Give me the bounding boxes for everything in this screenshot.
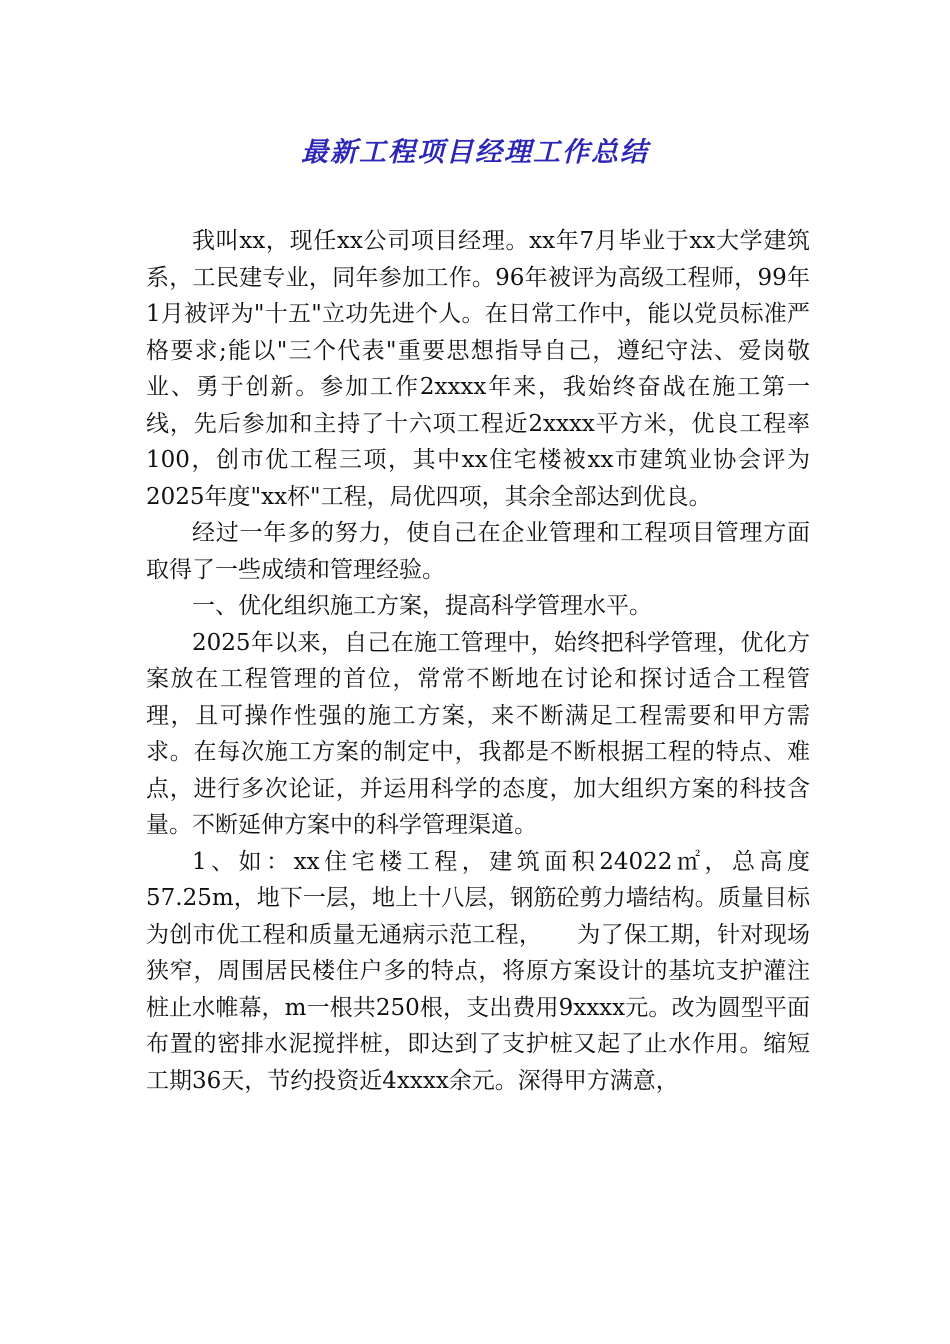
paragraph-management: 2025年以来，自己在施工管理中，始终把科学管理，优化方案放在工程管理的首位，常常不断地在讨论和探讨适合工程管理，且可操作性强的施工方案，来不断满足工程需要和甲方需求。在每次施工方案的制定中，我都是不断根据工程的特点、难点，进行多次论证，并运用科学的态度，加大组织方案的科技含量。不断延伸方案中的科学管理渠道。 <box>146 629 810 838</box>
document-body <box>146 223 810 1099</box>
paragraph-intro: 我叫xx，现任xx公司项目经理。xx年7月毕业于xx大学建筑系，工民建专业，同年参加工作。96年被评为高级工程师，99年1月被评为"十五"立功先进个人。在日常工作中，能以党员标准严格要求;能以"三个代表"重要思想指导自己，遵纪守法、爱岗敬业、勇于创新。参加工作2xxxx年来，我始终奋战在施工第一线，先后参加和主持了十六项工程近2xxxx平方米，优良工程率100，创市优工程三项，其中xx住宅楼被xx市建筑业协会评为2025年度"xx杯"工程，局优四项，其余全部达到优良。 <box>146 228 810 510</box>
document-title: 最新工程项目经理工作总结 <box>301 137 649 168</box>
section-heading: 一、优化组织施工方案，提高科学管理水平。 <box>192 593 652 619</box>
paragraph-example: 1、如：xx住宅楼工程，建筑面积24022㎡，总高度57.25m，地下一层，地上十八层，钢筋砼剪力墙结构。质量目标为创市优工程和质量无通病示范工程， 为了保工期，针对现场狭窄，周围居民楼住户多的特点，将原方案设计的基坑支护灌注桩止水帷幕，m一根共250根，支出费用9xxxx元。改为圆型平面布置的密排水泥搅拌桩，即达到了支护桩又起了止水作用。缩短工期36天，节约投资近4xxxx余元。深得甲方满意， <box>146 848 810 1094</box>
paragraph-summary: 经过一年多的努力，使自己在企业管理和工程项目管理方面取得了一些成绩和管理经验。 <box>146 520 810 583</box>
